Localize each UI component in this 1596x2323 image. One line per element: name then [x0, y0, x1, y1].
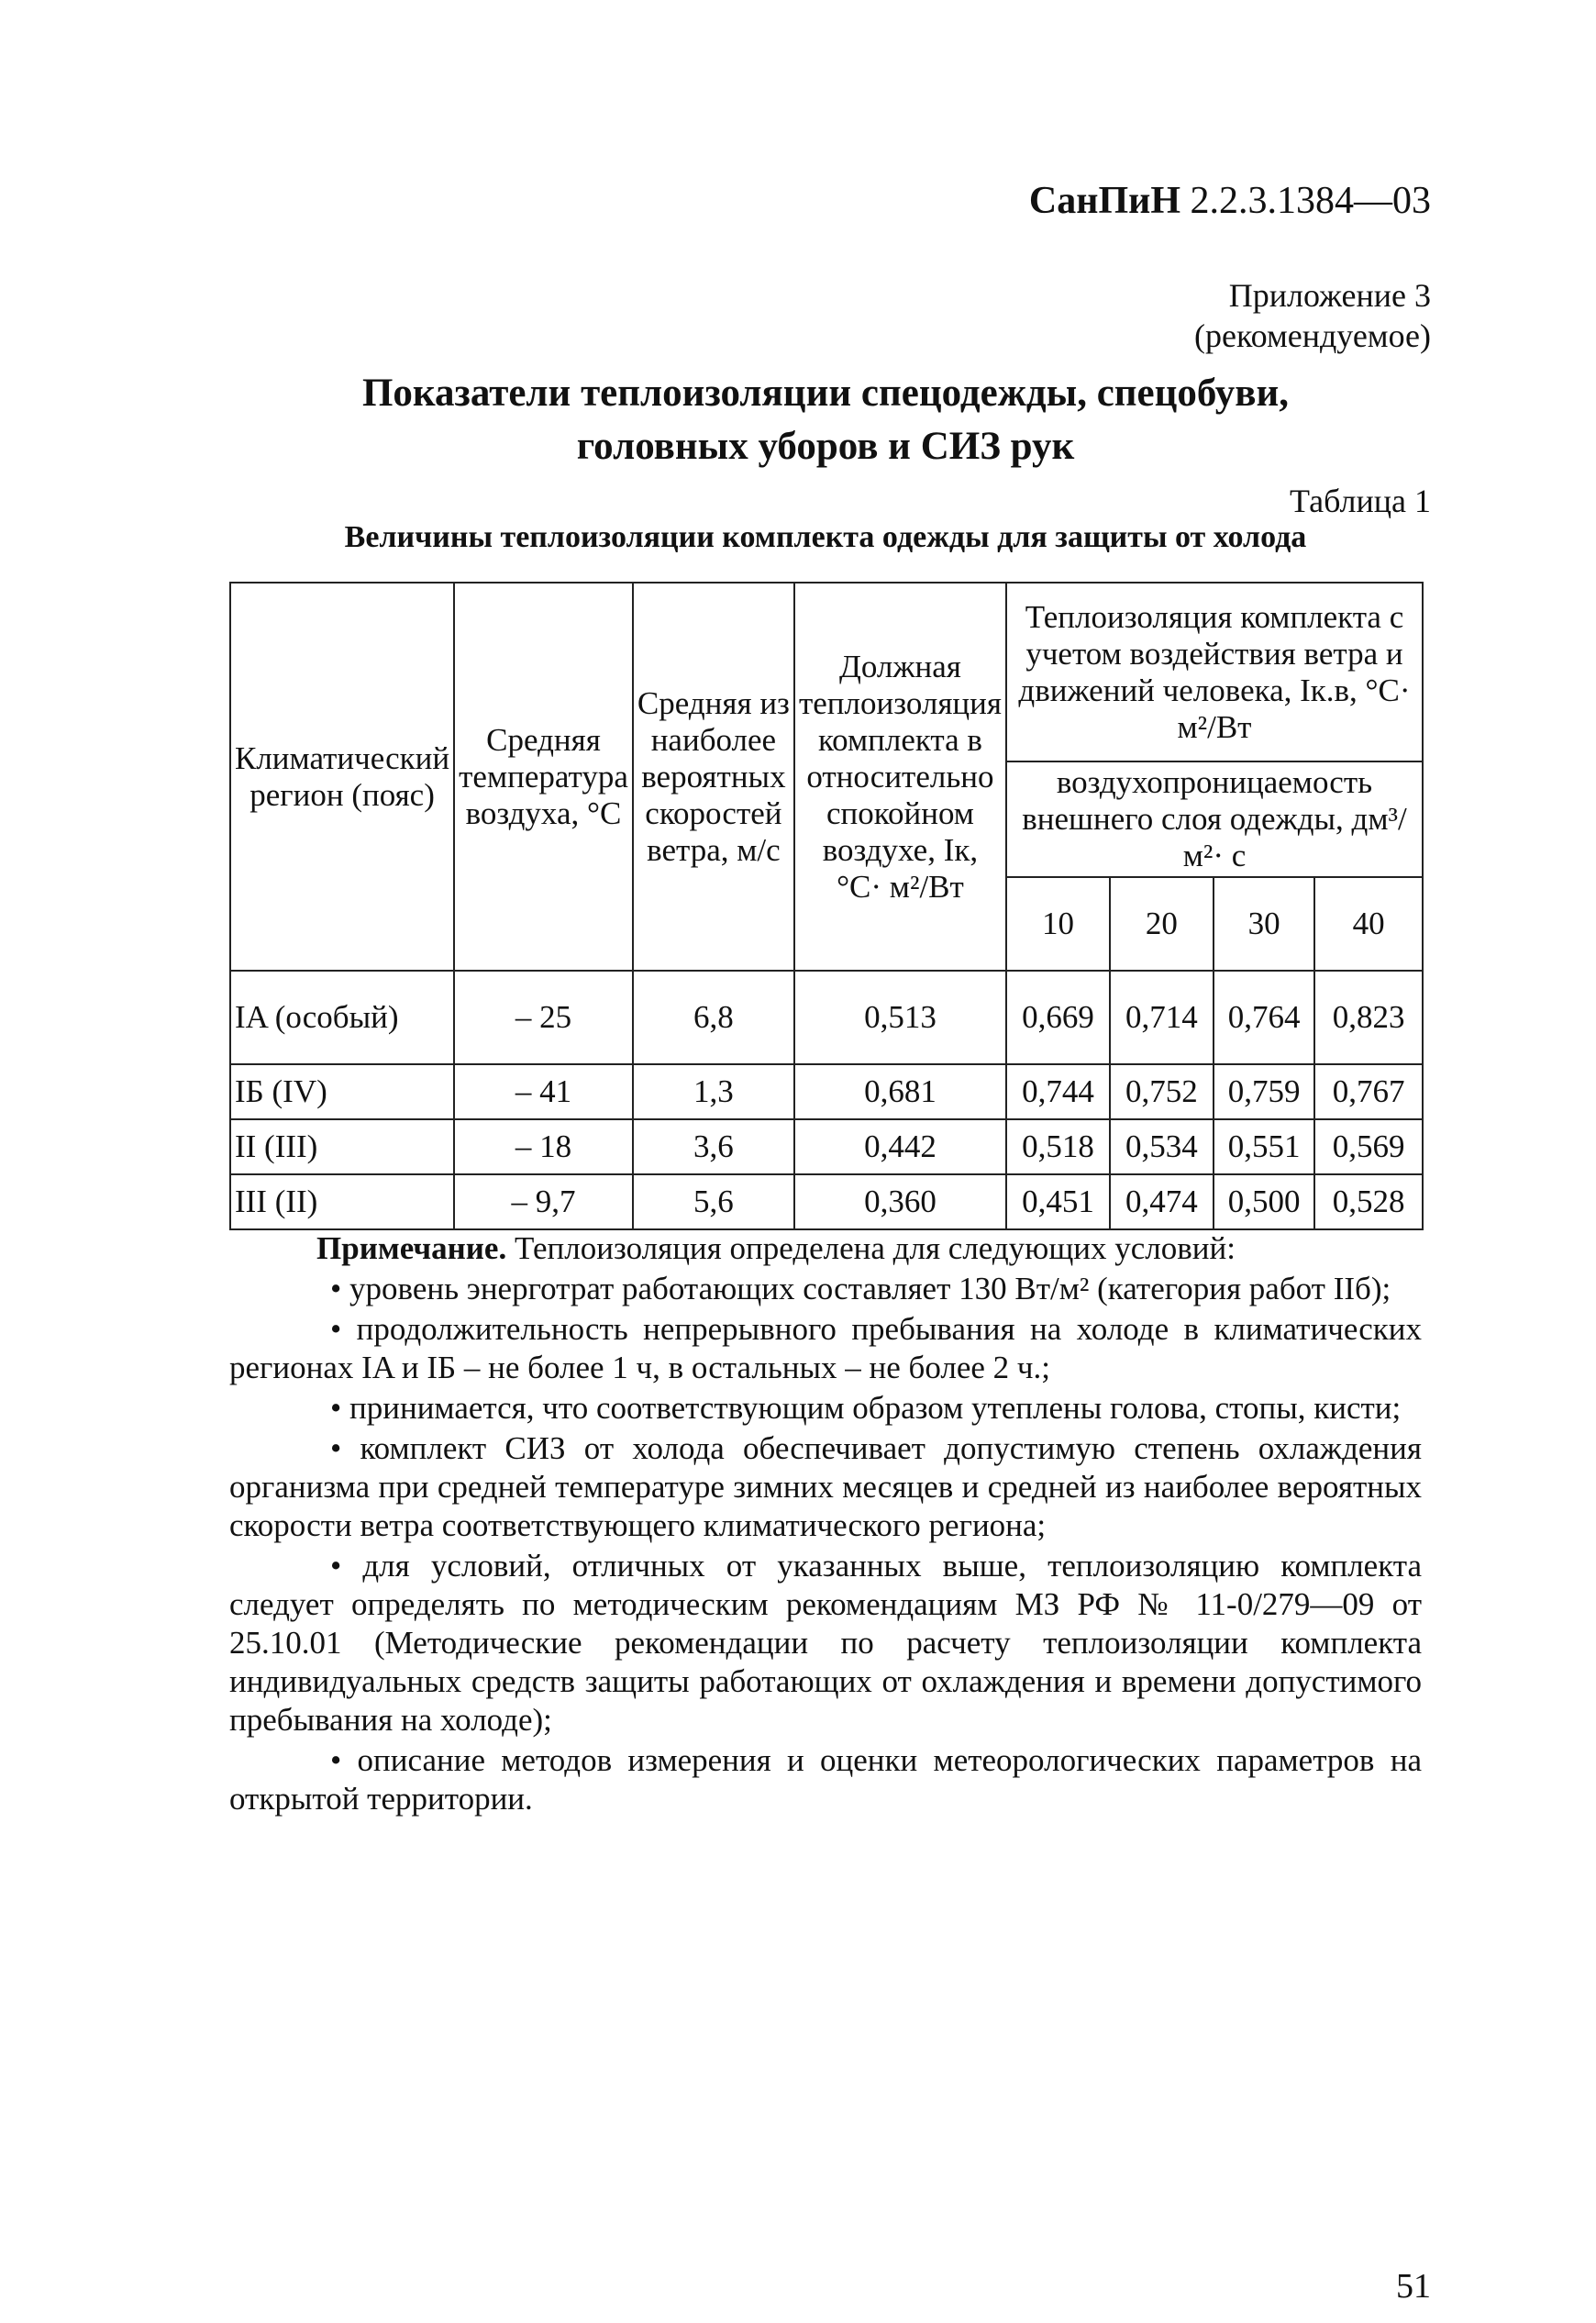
header-perm-10: 10 [1006, 877, 1110, 971]
cell-required: 0,360 [794, 1174, 1006, 1229]
header-required-insulation: Должная теплоизоляция комплекта в относительно спокойном воздухе, Iк, °С· м²/Вт [794, 583, 1006, 971]
cell-perm-20: 0,752 [1110, 1064, 1214, 1119]
note-item: • принимается, что соответствующим образом утеплены голова, стопы, кисти; [330, 1390, 1402, 1426]
note-item: • продолжительность непрерывного пребывания на холоде в климатических регионах IA и IБ – не более 1 ч, в остальных – не более 2 ч.; [229, 1311, 1422, 1385]
note-item: • для условий, отличных от указанных выше, теплоизоляцию комплекта следует определять по методическим рекомендациям МЗ РФ № 11-0/279—09 от 25.10.01 (Методические рекомендации по расчету теплоизоляции комплекта индивидуальных средств защиты работающих от охлаждения и времени допустимого пребывания на холоде); [229, 1548, 1422, 1738]
header-perm-40: 40 [1314, 877, 1423, 971]
table-row [230, 971, 1423, 1064]
cell-required: 0,442 [794, 1119, 1006, 1174]
appendix-status: (рекомендуемое) [1194, 317, 1431, 354]
cell-temperature: – 41 [454, 1064, 633, 1119]
cell-required: 0,681 [794, 1064, 1006, 1119]
page-title-line1: Показатели теплоизоляции спецодежды, спецобуви, [361, 372, 1290, 415]
header-region: Климатический регион (пояс) [230, 583, 454, 971]
note-intro-text: Теплоизоляция определена для следующих условий: [506, 1230, 1236, 1266]
note-item: • комплект СИЗ от холода обеспечивает допустимую степень охлаждения организма при средней температуре зимних месяцев и средней из наиболее вероятных скорости ветра соответствующего климатического региона; [229, 1430, 1422, 1543]
note-section [229, 1229, 1422, 1820]
cell-region: III (II) [230, 1174, 454, 1229]
cell-temperature: – 18 [454, 1119, 633, 1174]
cell-perm-20: 0,714 [1110, 971, 1214, 1064]
cell-wind-speed: 5,6 [633, 1174, 794, 1229]
cell-perm-40: 0,767 [1314, 1064, 1423, 1119]
page-title-line2: головных уборов и СИЗ рук [576, 425, 1075, 468]
document-code [1029, 179, 1431, 223]
document-code-prefix: СанПиН [1028, 180, 1180, 222]
header-wind-speed: Средняя из наиболее вероятных скоростей ветра, м/с [633, 583, 794, 971]
cell-perm-10: 0,744 [1006, 1064, 1110, 1119]
cell-perm-20: 0,474 [1110, 1174, 1214, 1229]
cell-perm-10: 0,518 [1006, 1119, 1110, 1174]
cell-region: II (III) [230, 1119, 454, 1174]
header-insulation-with-wind: Теплоизоляция комплекта с учетом воздействия ветра и движений человека, Iк.в, °С· м²/Вт [1006, 583, 1423, 761]
table-number: Таблица 1 [1290, 483, 1431, 519]
table-row [230, 1174, 1423, 1229]
cell-wind-speed: 6,8 [633, 971, 794, 1064]
cell-wind-speed: 1,3 [633, 1064, 794, 1119]
header-temperature: Средняя температура воздуха, °С [454, 583, 633, 971]
cell-perm-10: 0,451 [1006, 1174, 1110, 1229]
appendix-label [1194, 275, 1431, 356]
note-item: • уровень энерготрат работающих составляет 130 Вт/м² (категория работ IIб); [330, 1271, 1391, 1306]
page-title [229, 367, 1422, 473]
header-air-permeability: воздухопроницаемость внешнего слоя одежды, дм³/м²· с [1006, 761, 1423, 877]
note-intro [229, 1229, 1422, 1268]
header-perm-20: 20 [1110, 877, 1214, 971]
cell-perm-40: 0,569 [1314, 1119, 1423, 1174]
appendix-number: Приложение 3 [1228, 277, 1431, 314]
cell-region: IA (особый) [230, 971, 454, 1064]
table-row [230, 1064, 1423, 1119]
header-perm-30: 30 [1214, 877, 1314, 971]
table-row [230, 1119, 1423, 1174]
table-caption: Величины теплоизоляции комплекта одежды для защиты от холода [344, 520, 1307, 554]
cell-temperature: – 9,7 [454, 1174, 633, 1229]
cell-region: IБ (IV) [230, 1064, 454, 1119]
cell-wind-speed: 3,6 [633, 1119, 794, 1174]
cell-perm-20: 0,534 [1110, 1119, 1214, 1174]
cell-perm-40: 0,528 [1314, 1174, 1423, 1229]
cell-required: 0,513 [794, 971, 1006, 1064]
cell-perm-40: 0,823 [1314, 971, 1423, 1064]
cell-perm-30: 0,759 [1214, 1064, 1314, 1119]
page-number: 51 [1396, 2267, 1431, 2306]
note-item: • описание методов измерения и оценки метеорологических параметров на открытой территории. [229, 1742, 1422, 1817]
insulation-table [229, 582, 1424, 1230]
cell-perm-30: 0,551 [1214, 1119, 1314, 1174]
cell-perm-10: 0,669 [1006, 971, 1110, 1064]
cell-perm-30: 0,764 [1214, 971, 1314, 1064]
cell-perm-30: 0,500 [1214, 1174, 1314, 1229]
cell-temperature: – 25 [454, 971, 633, 1064]
document-code-number: 2.2.3.1384—03 [1180, 180, 1431, 222]
note-label: Примечание. [316, 1230, 507, 1266]
